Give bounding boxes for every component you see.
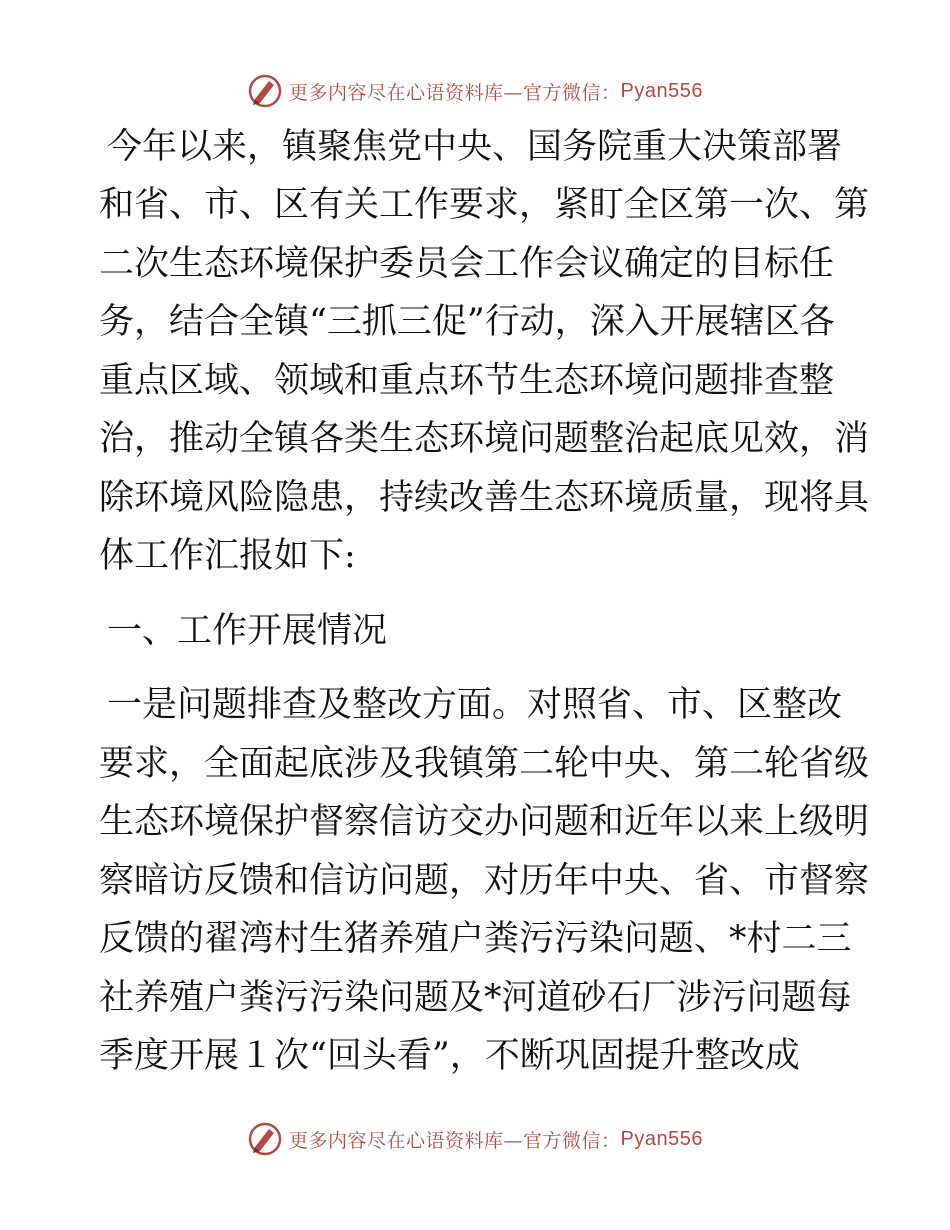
paragraph-line: 一是问题排查及整改方面。对照省、市、区整改 [107, 685, 843, 725]
pen-logo-icon [247, 73, 283, 109]
paragraph-line: 生态环境保护督察信访交办问题和近年以来上级明 [99, 802, 870, 842]
section-heading: 一、工作开展情况 [107, 611, 388, 651]
paragraph-line: 除环境风险隐患，持续改善生态环境质量，现将具 [99, 478, 870, 518]
paragraph-line: 今年以来，镇聚焦党中央、国务院重大决策部署 [107, 127, 843, 167]
pen-logo-icon [247, 1121, 283, 1157]
paragraph-line: 季度开展１次“回头看”，不断巩固提升整改成 [99, 1036, 800, 1076]
watermark-handle: Pyan556 [620, 79, 703, 102]
paragraph-line: 务，结合全镇“三抓三促”行动，深入开展辖区各 [99, 302, 835, 342]
paragraph-line: 社养殖户粪污污染问题及*河道砂石厂涉污问题每 [99, 978, 852, 1018]
paragraph-line: 反馈的翟湾村生猪养殖户粪污污染问题、*村二三 [99, 919, 852, 959]
paragraph-line: 和省、市、区有关工作要求，紧盯全区第一次、第 [99, 185, 870, 225]
paragraph-line: 体工作汇报如下: [99, 536, 356, 576]
paragraph-line: 二次生态环境保护委员会工作会议确定的目标任 [99, 244, 835, 284]
paragraph-line: 察暗访反馈和信访问题，对历年中央、省、市督察 [99, 861, 870, 901]
watermark-handle: Pyan556 [620, 1127, 703, 1150]
watermark-footer [0, 1119, 950, 1159]
paragraph-line: 重点区域、领域和重点环节生态环境问题排查整 [99, 361, 835, 401]
watermark-text: 更多内容尽在心语资料库—官方微信： [289, 1129, 621, 1152]
watermark-header [0, 71, 950, 111]
paragraph-line: 要求，全面起底涉及我镇第二轮中央、第二轮省级 [99, 744, 870, 784]
watermark-text: 更多内容尽在心语资料库—官方微信： [289, 81, 621, 104]
paragraph-line: 治，推动全镇各类生态环境问题整治起底见效，消 [99, 419, 870, 459]
